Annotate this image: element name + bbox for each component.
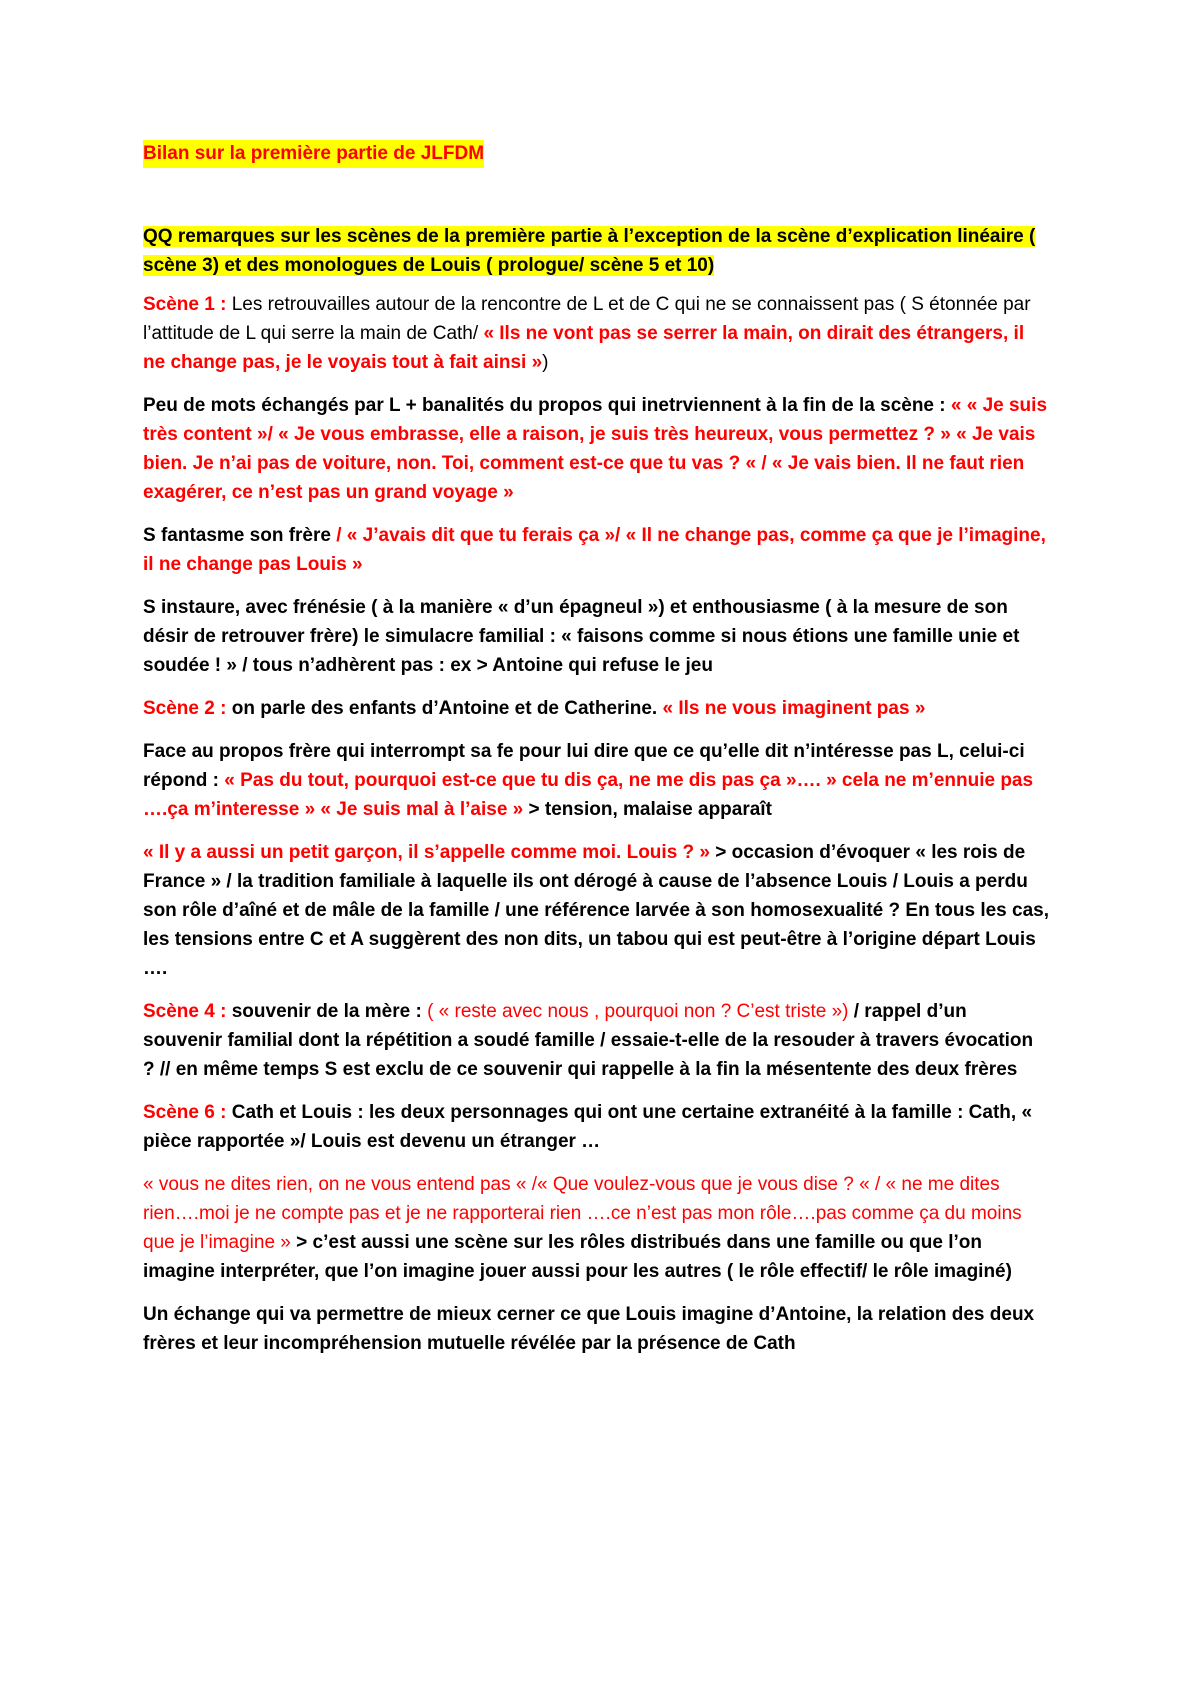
fantasme-quote: / « J’avais dit que tu ferais ça »/ « Il ne change pas, comme ça que je l’imagine, il ne change pas Louis » — [143, 525, 1046, 575]
scene-4-text: souvenir de la mère : — [231, 1001, 428, 1022]
paragraph-simulacre — [143, 593, 1050, 680]
petit-garcon-text: > occasion d’évoquer « les rois de France » / la tradition familiale à laquelle ils ont dérogé à cause de l’absence Louis / Louis a perdu son rôle d’aîné et de mâle de la famille / une référence larvée à son homosexualité ? En tous les cas, les tensions entre C et A suggèrent des non dits, un tabou qui est peut-être à l’origine départ Louis …. — [143, 842, 1050, 979]
paragraph-banalities — [143, 391, 1050, 507]
paragraph-roles — [143, 1170, 1050, 1286]
paragraph-scene-6 — [143, 1098, 1050, 1156]
simulacre-text: S instaure, avec frénésie ( à la manière « d’un épagneul ») et enthousiasme ( à la mesure de son désir de retrouver frère) le simulacre familial : « faisons comme si nous étions une famille unie et soudée ! » / tous n’adhèrent pas : ex > Antoine qui refuse le jeu — [143, 597, 1020, 676]
scene-1-end: ) — [542, 352, 549, 373]
roles-text: > c’est aussi une scène sur les rôles distribués dans une famille ou que l’on imagine interpréter, que l’on imagine jouer aussi pour les autres ( le rôle effectif/ le rôle imaginé) — [143, 1232, 1012, 1282]
scene-6-text: Cath et Louis : les deux personnages qui ont une certaine extranéité à la famille : Cath, « pièce rapportée »/ Louis est devenu un étranger … — [143, 1102, 1033, 1152]
paragraph-scene-4 — [143, 997, 1050, 1084]
scene-2-label: Scène 2 : — [143, 698, 232, 719]
scene-1-text: Les retrouvailles autour de la rencontre de L et de C qui ne se connaissent pas ( S étonnée par l’attitude de L qui serre la main de Cath/ — [143, 294, 1031, 344]
scene-4-end: / rappel d’un souvenir familial dont la répétition a soudé famille / essaie-t-elle de la resouder à travers évocation ? // en même temps S est exclu de ce souvenir qui rappelle à la fin la mésentente des deux frères — [143, 1001, 1034, 1080]
paragraph-scene-2 — [143, 694, 1050, 723]
interruption-quote: « Pas du tout, pourquoi est-ce que tu dis ça, ne me dis pas ça »…. » cela ne m’ennuie pas ….ça m’interesse » « Je suis mal à l’aise » — [143, 770, 1034, 820]
banalities-text: Peu de mots échangés par L + banalités du propos qui inetrviennent à la fin de la scène : — [143, 395, 951, 416]
banalities-quote: « « Je suis très content »/ « Je vous embrasse, elle a raison, je suis très heureux, vous permettez ? » « Je vais bien. Je n’ai pas de voiture, non. Toi, comment est-ce que tu vas ? « / « Je vais bien. Il ne faut rien exagérer, ce n’est pas un grand voyage » — [143, 395, 1048, 503]
interruption-end: > tension, malaise apparaît — [528, 799, 772, 820]
paragraph-petit-garcon — [143, 838, 1050, 983]
scene-6-label: Scène 6 : — [143, 1102, 232, 1123]
fantasme-text: S fantasme son frère — [143, 525, 337, 546]
conclusion-text: Un échange qui va permettre de mieux cerner ce que Louis imagine d’Antoine, la relation des deux frères et leur incompréhension mutuelle révélée par la présence de Cath — [143, 1304, 1035, 1354]
scene-4-label: Scène 4 : — [143, 1001, 232, 1022]
interruption-text: Face au propos frère qui interrompt sa fe pour lui dire que ce qu’elle dit n’intéresse pas L, celui-ci répond : — [143, 741, 1025, 791]
paragraph-interruption — [143, 737, 1050, 824]
document-title: Bilan sur la première partie de JLFDM — [143, 140, 484, 168]
scene-2-text: on parle des enfants d’Antoine et de Catherine. — [231, 698, 663, 719]
petit-garcon-quote: « Il y a aussi un petit garçon, il s’appelle comme moi. Louis ? » — [143, 842, 716, 863]
scene-1-quote: « Ils ne vont pas se serrer la main, on dirait des étrangers, il ne change pas, je le voyais tout à fait ainsi » — [143, 323, 1025, 373]
intro-paragraph — [143, 222, 1050, 280]
paragraph-conclusion — [143, 1300, 1050, 1358]
scene-1-label: Scène 1 : — [143, 294, 232, 315]
paragraph-scene-1 — [143, 290, 1050, 377]
scene-2-quote: « Ils ne vous imaginent pas » — [662, 698, 926, 719]
roles-quote: « vous ne dites rien, on ne vous entend pas « /« Que voulez-vous que je vous dise ? « / « ne me dites rien….moi je ne compte pas et je ne rapporterai rien ….ce n’est pas mon rôle….pas comme ça du moins que je l’imagine » — [143, 1174, 1022, 1253]
scene-4-quote: ( « reste avec nous , pourquoi non ? C’est triste ») — [427, 1001, 849, 1022]
paragraph-fantasme — [143, 521, 1050, 579]
intro-text: QQ remarques sur les scènes de la première partie à l’exception de la scène d’explication linéaire ( scène 3) et des monologues de Louis ( prologue/ scène 5 et 10) — [143, 226, 1036, 276]
